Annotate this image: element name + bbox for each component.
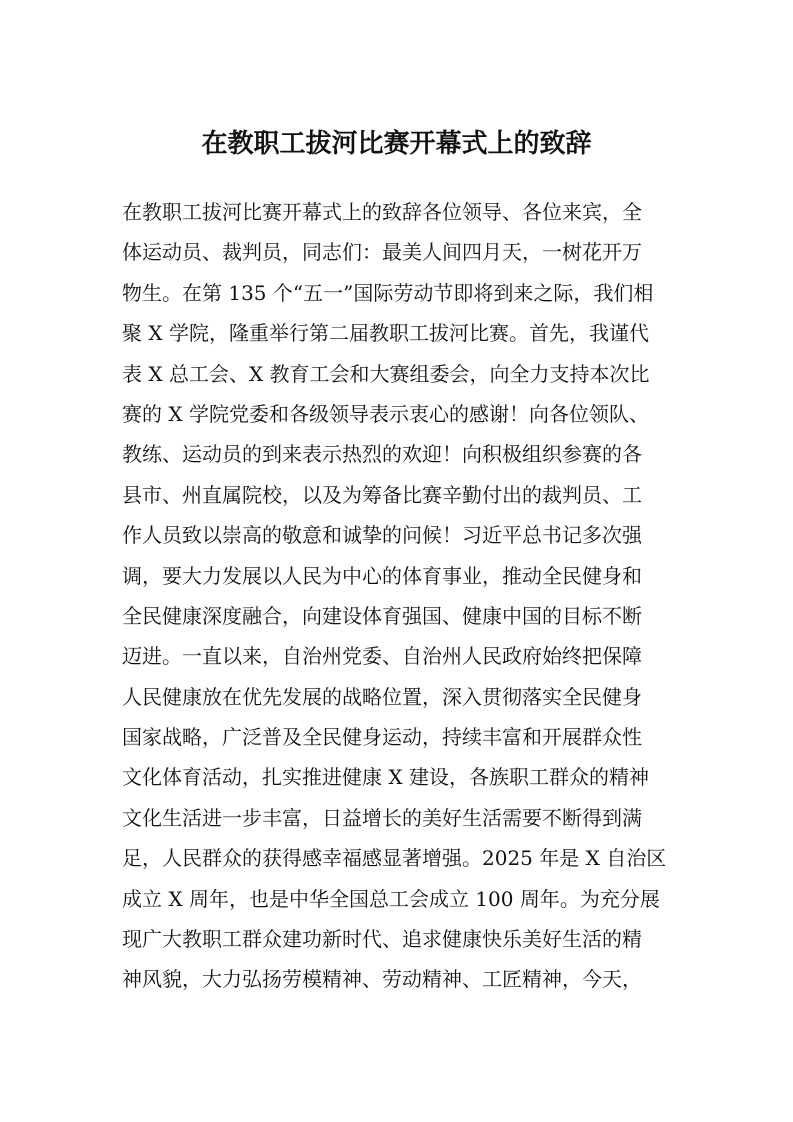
body-line: 赛的 X 学院党委和各级领导表示衷心的感谢！向各位领队、: [122, 401, 649, 426]
body-line: 体运动员、裁判员，同志们：最美人间四月天，一树花开万: [122, 240, 642, 265]
body-line: 县市、州直属院校，以及为筹备比赛辛勤付出的裁判员、工: [122, 482, 642, 507]
body-line: 迈进。一直以来，自治州党委、自治州人民政府始终把保障: [122, 644, 642, 669]
document-title: 在教职工拔河比赛开幕式上的致辞: [201, 129, 592, 159]
body-line: 物生。在第 135 个“五一”国际劳动节即将到来之际，我们相: [122, 280, 654, 305]
body-line: 聚 X 学院，隆重举行第二届教职工拔河比赛。首先，我谨代: [122, 321, 649, 346]
body-line: 人民健康放在优先发展的战略位置，深入贯彻落实全民健身: [122, 684, 642, 709]
body-line: 作人员致以崇高的敬意和诚挚的问候！习近平总书记多次强: [122, 523, 642, 548]
body-line: 足，人民群众的获得感幸福感显著增强。2025 年是 X 自治区: [122, 846, 667, 871]
document-body: [122, 192, 674, 1000]
body-line: 在教职工拔河比赛开幕式上的致辞各位领导、各位来宾，全: [122, 200, 642, 224]
body-line: 文化生活进一步丰富，日益增长的美好生活需要不断得到满: [122, 805, 642, 830]
body-line: 神风貌，大力弘扬劳模精神、劳动精神、工匠精神，今天，: [122, 967, 642, 992]
body-line: 全民健康深度融合，向建设体育强国、健康中国的目标不断: [122, 603, 642, 628]
body-line: 现广大教职工群众建功新时代、追求健康快乐美好生活的精: [122, 927, 642, 952]
body-line: 调，要大力发展以人民为中心的体育事业，推动全民健身和: [122, 563, 642, 588]
body-line: 表 X 总工会、X 教育工会和大赛组委会，向全力支持本次比: [122, 361, 650, 386]
body-line: 文化体育活动，扎实推进健康 X 建设，各族职工群众的精神: [122, 765, 649, 790]
body-line: 教练、运动员的到来表示热烈的欢迎！向积极组织参赛的各: [122, 442, 642, 467]
body-line: 国家战略，广泛普及全民健身运动，持续丰富和开展群众性: [122, 725, 642, 750]
body-line: 成立 X 周年，也是中华全国总工会成立 100 周年。为充分展: [122, 886, 660, 911]
